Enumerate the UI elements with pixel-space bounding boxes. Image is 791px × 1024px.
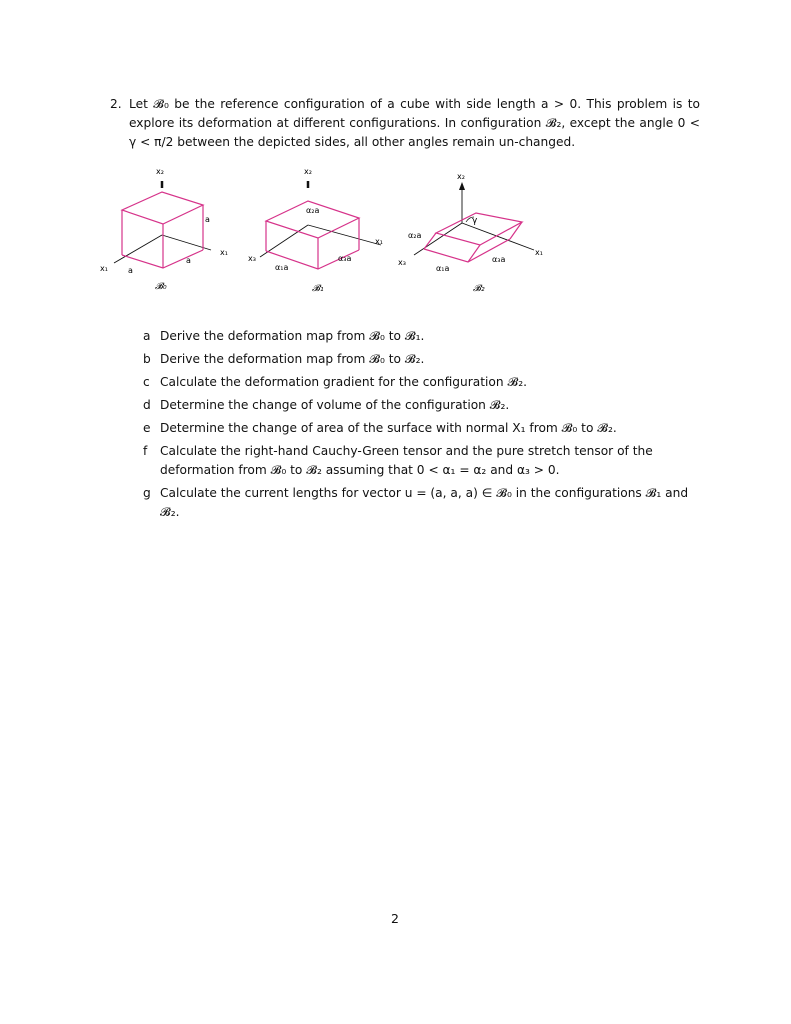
subquestion-text: Determine the change of volume of the configuration 𝓑₂. xyxy=(160,398,510,412)
x3-axis-b1 xyxy=(260,225,308,257)
subquestion-d xyxy=(143,396,703,415)
subquestions-list xyxy=(143,327,703,526)
subquestion-text: Calculate the right-hand Cauchy-Green tensor and the pure stretch tensor of the deformation from 𝓑₀ to 𝓑₂ assuming that 0 < α₁ = α₂ and α₃ > 0. xyxy=(160,444,653,477)
problem-number: 2. xyxy=(110,97,122,111)
subquestion-g xyxy=(143,484,703,522)
cube-b2 xyxy=(398,172,543,294)
subquestion-a xyxy=(143,327,703,346)
b2-x2-label: x₂ xyxy=(457,172,465,181)
x1-axis-b1 xyxy=(308,225,381,245)
subquestion-text: Derive the deformation map from 𝓑₀ to 𝓑₂. xyxy=(160,352,425,366)
b2-x1-label: x₁ xyxy=(535,248,543,257)
subquestion-label: g xyxy=(143,486,151,500)
subquestion-text: Calculate the deformation gradient for the configuration 𝓑₂. xyxy=(160,375,527,389)
subquestion-text: Derive the deformation map from 𝓑₀ to 𝓑₁. xyxy=(160,329,425,343)
subquestion-b xyxy=(143,350,703,369)
problem-statement xyxy=(110,95,700,152)
b1-side-label: α₃a xyxy=(338,254,352,263)
b0-x2-label: x₂ xyxy=(156,167,164,176)
b2-front-label: α₁a xyxy=(436,264,450,273)
b2-top-label: α₂a xyxy=(408,231,422,240)
deformation-figure xyxy=(96,165,556,300)
b2-caption: 𝓑₂ xyxy=(473,284,485,294)
b0-x3-label: x₁ xyxy=(100,264,108,273)
b2-x3-label: x₃ xyxy=(398,258,406,267)
b0-edge-a-front: a xyxy=(186,256,191,265)
b1-caption: 𝓑₁ xyxy=(312,284,324,294)
subquestion-label: d xyxy=(143,398,151,412)
b0-edge-a-bottom: a xyxy=(128,266,133,275)
b1-x2-label: x₂ xyxy=(304,167,312,176)
b2-angle-label: γ xyxy=(472,216,478,226)
cube-b1 xyxy=(248,167,383,294)
b1-front-label: α₁a xyxy=(275,263,289,272)
subquestion-label: f xyxy=(143,444,148,458)
x3-axis-b0 xyxy=(114,235,162,263)
b0-x1-label: x₁ xyxy=(220,248,228,257)
subquestion-text: Determine the change of area of the surface with normal X₁ from 𝓑₀ to 𝓑₂. xyxy=(160,421,617,435)
subquestion-label: c xyxy=(143,375,150,389)
b0-edge-a-right: a xyxy=(205,215,210,224)
x2-arrow-b2 xyxy=(459,182,465,190)
cube-b0 xyxy=(100,167,228,292)
x1-axis-b0 xyxy=(162,235,211,250)
subquestion-f xyxy=(143,442,703,480)
subquestion-label: b xyxy=(143,352,151,366)
subquestion-e xyxy=(143,419,703,438)
problem-text: Let 𝓑₀ be the reference configuration of a cube with side length a > 0. This problem is to explore its deformation at different configurations. In configuration 𝓑₂, except the angle 0 < γ < π/2 between the depicted sides, all other angles remain un-changed. xyxy=(129,97,700,149)
subquestion-label: e xyxy=(143,421,151,435)
b0-caption: 𝓑₀ xyxy=(155,282,167,292)
b1-x3-label: x₃ xyxy=(248,254,256,263)
subquestion-text: Calculate the current lengths for vector u = (a, a, a) ∈ 𝓑₀ in the configurations 𝓑₁ and 𝓑₂. xyxy=(160,486,689,519)
b1-x1-label: x₁ xyxy=(375,237,383,246)
subquestion-c xyxy=(143,373,703,392)
b1-top-label: α₂a xyxy=(306,206,320,215)
page-number: 2 xyxy=(391,911,399,926)
b2-side-label: α₃a xyxy=(492,255,506,264)
subquestion-label: a xyxy=(143,329,151,343)
